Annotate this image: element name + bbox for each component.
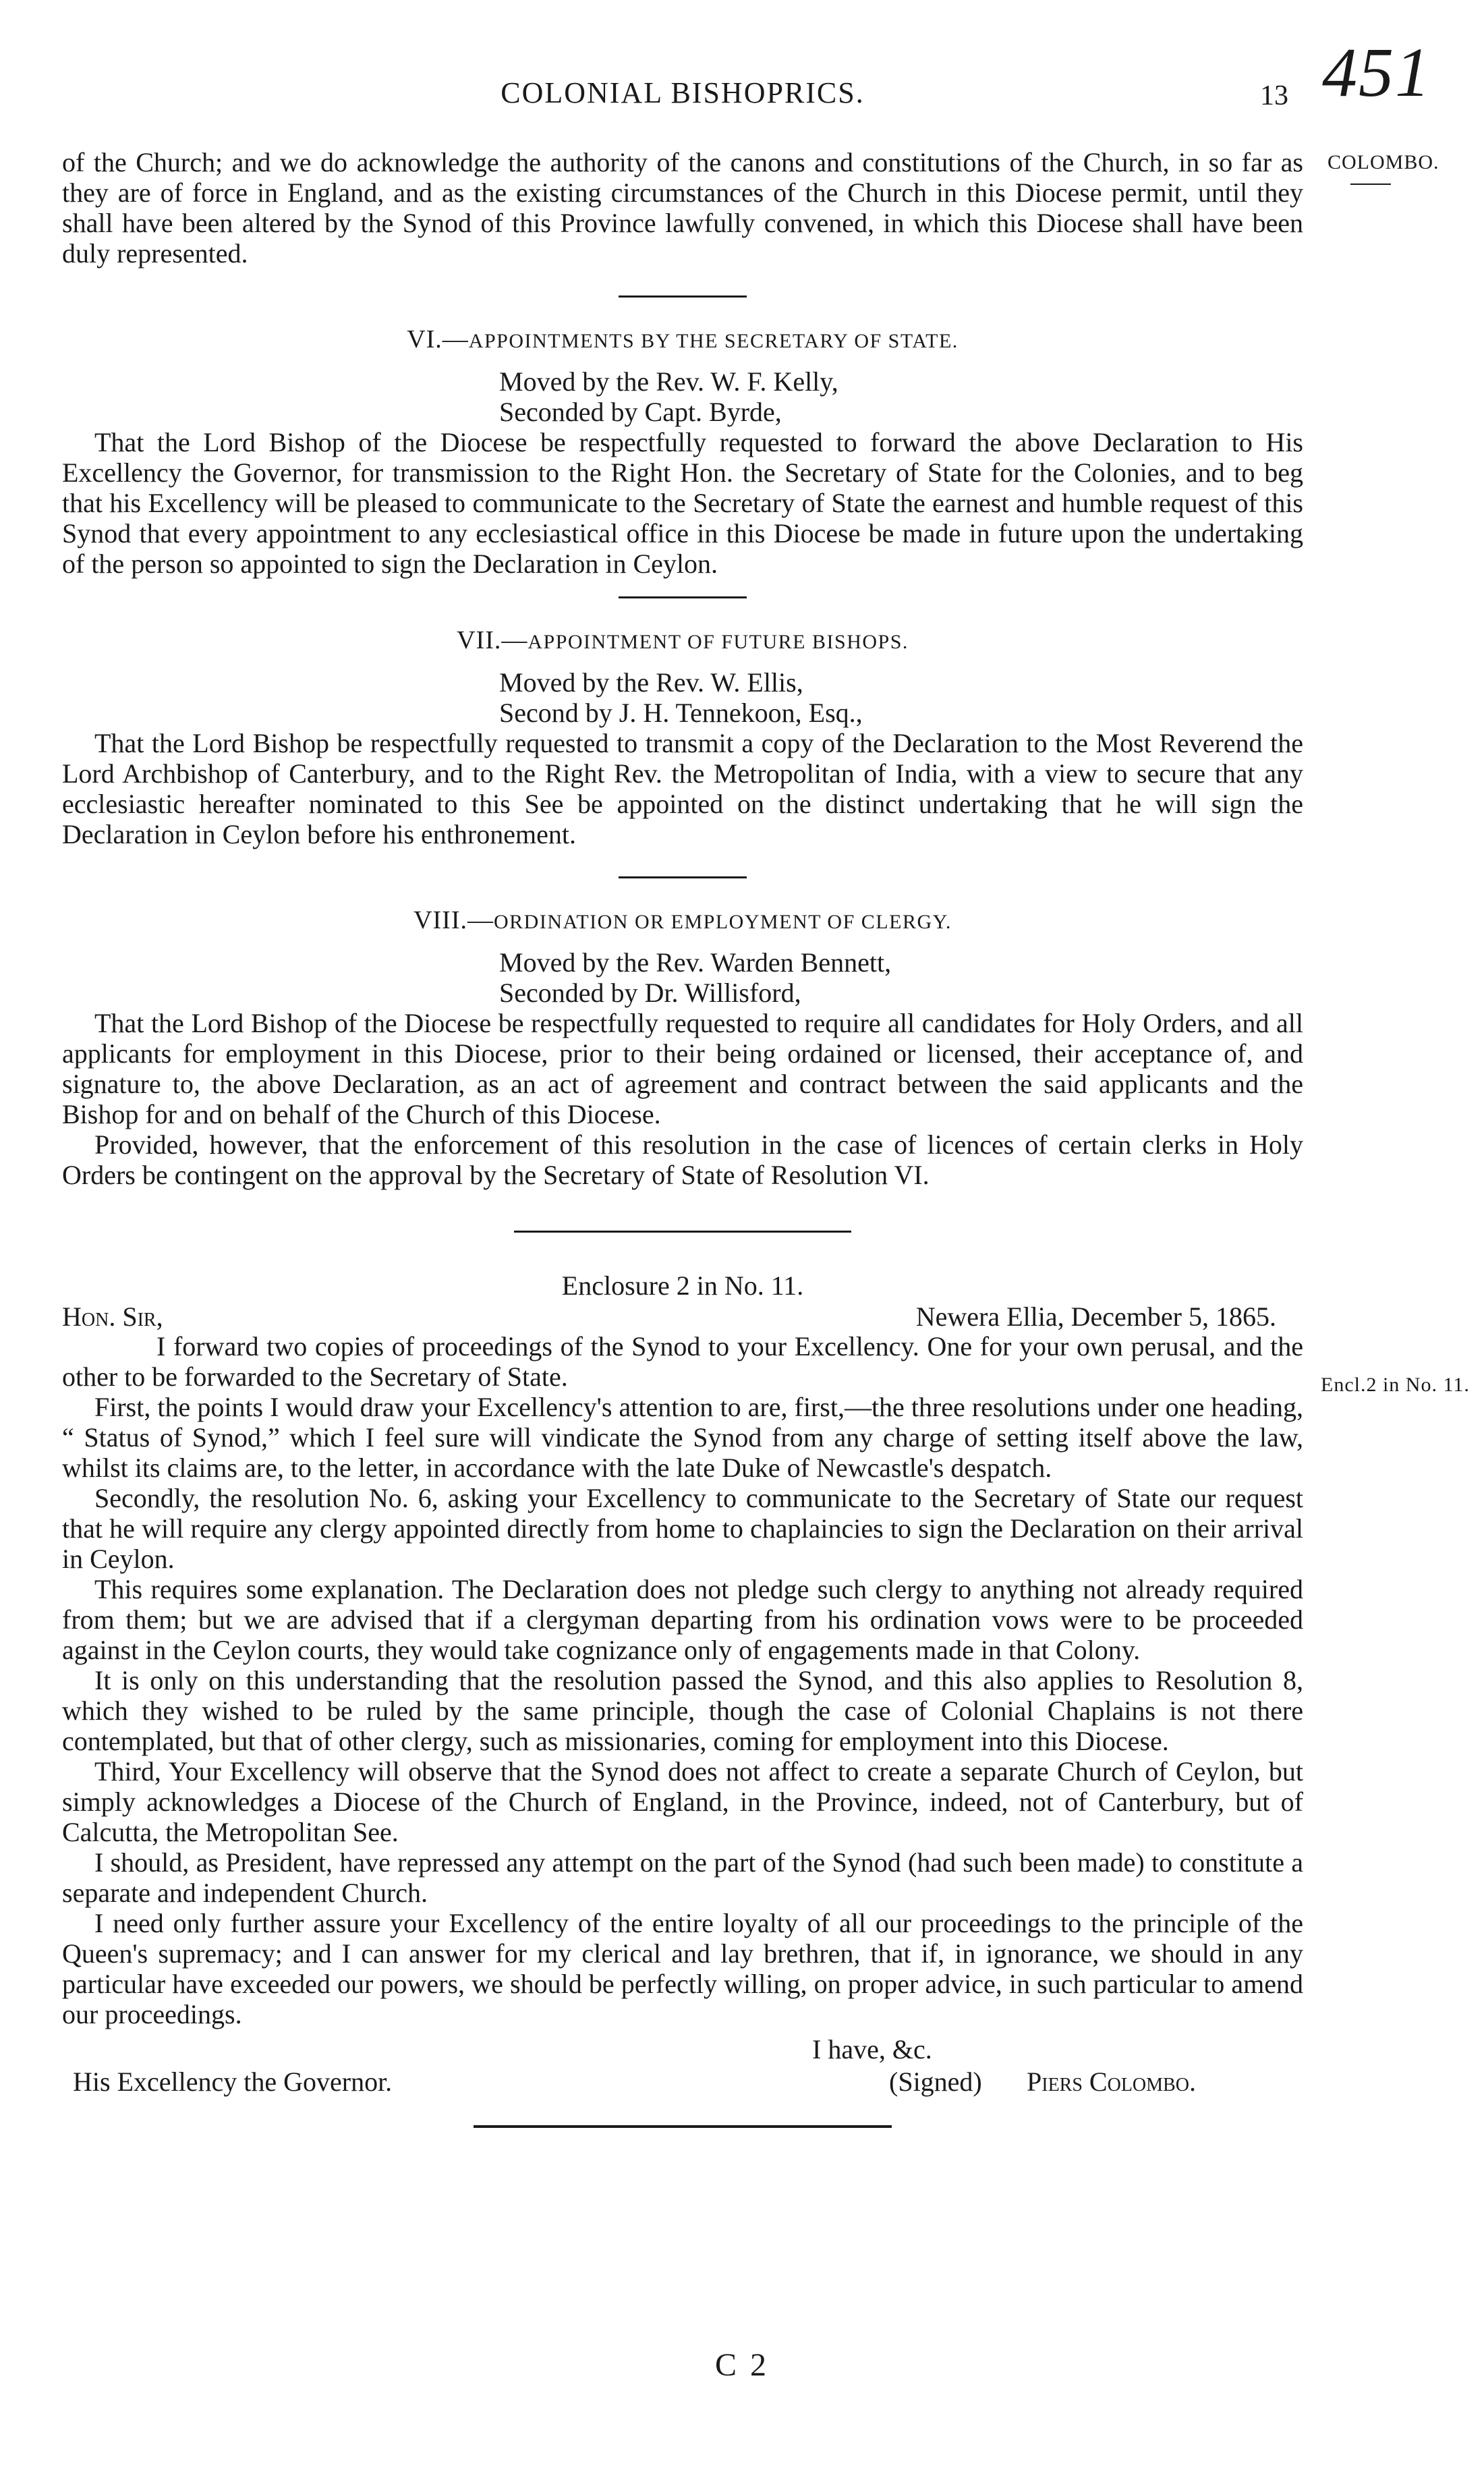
closing: I have, &c. bbox=[812, 2034, 932, 2064]
resolution-heading bbox=[62, 625, 1303, 655]
margin-note-colony-label: COLOMBO. bbox=[1328, 151, 1439, 173]
margin-note-colony bbox=[1328, 151, 1439, 185]
signature-row bbox=[62, 2066, 1303, 2098]
enclosure-letter bbox=[62, 1270, 1303, 2098]
letter-paragraph: First, the points I would draw your Excellency's attention to are, first,—the three resolutions under one heading, “ Status of Synod,” which I feel sure will vindicate the Synod from any charge of setting itself above the law, whilst its claims are, to the letter, in accordance with the late Duke of Newcastle's despatch. bbox=[62, 1392, 1303, 1483]
resolution-vi bbox=[62, 325, 1303, 579]
main-column bbox=[62, 147, 1303, 2128]
page-number: 13 bbox=[1260, 80, 1288, 111]
salutation: Hon. Sir, bbox=[62, 1301, 163, 1332]
handwritten-folio-number: 451 bbox=[1322, 34, 1431, 111]
moved-by: Moved by the Rev. W. Ellis, bbox=[499, 667, 803, 698]
intro-paragraph: of the Church; and we do acknowledge the authority of the canons and constitutions of the Church, in so far as they are of force in England, and as the existing circumstances of the Church in this Diocese permit, until they shall have been altered by the Synod of this Province lawfully convened, in which this Diocese shall have been duly represented. bbox=[62, 147, 1303, 269]
resolution-heading bbox=[62, 325, 1303, 354]
section-divider bbox=[619, 596, 747, 598]
resolution-text: That the Lord Bishop be respectfully requested to transmit a copy of the Declaration to the Most Reverend the Lord Archbishop of Canterbury, and to the Right Rev. the Metropolitan of India, with a view to secure that any ecclesiastic hereafter nominated to this See be appointed on the distinct undertaking that he will sign the Declaration in Ceylon before his enthronement. bbox=[62, 728, 1303, 849]
seconded-by: Second by J. H. Tennekoon, Esq., bbox=[499, 698, 863, 728]
seconded-by: Seconded by Capt. Byrde, bbox=[499, 397, 782, 427]
letter-paragraph: I forward two copies of proceedings of the Synod to your Excellency. One for your own perusal, and the other to be forwarded to the Secretary of State. bbox=[62, 1331, 1303, 1392]
moved-by: Moved by the Rev. Warden Bennett, bbox=[499, 947, 892, 978]
letter-paragraph: I should, as President, have repressed any attempt on the part of the Synod (had such been made) to constitute a separate and independent Church. bbox=[62, 1847, 1303, 1908]
section-divider bbox=[619, 296, 747, 298]
moved-by: Moved by the Rev. W. F. Kelly, bbox=[499, 366, 838, 397]
enclosure-divider bbox=[514, 1231, 851, 1233]
place-date: Newera Ellia, December 5, 1865. bbox=[915, 1301, 1276, 1332]
letter-paragraph: It is only on this understanding that the resolution passed the Synod, and this also applies to Resolution 8, which they wished to be ruled by the same principle, though the case of Colonial Chaplains is not there contemplated, but that of other clergy, such as missionaries, coming for employment into this Diocese. bbox=[62, 1665, 1303, 1756]
closing-divider bbox=[474, 2125, 892, 2128]
resolution-title: ORDINATION OR EMPLOYMENT OF CLERGY. bbox=[493, 911, 952, 933]
margin-note-dash bbox=[1350, 184, 1391, 185]
addressee: His Excellency the Governor. bbox=[73, 2067, 393, 2097]
resolution-number: VIII.— bbox=[413, 906, 494, 934]
salutation-row bbox=[62, 1301, 1303, 1331]
margin-note-enclosure: Encl.2 in No. 11. bbox=[1321, 1374, 1470, 1396]
enclosure-title: Enclosure 2 in No. 11. bbox=[561, 1270, 804, 1301]
resolution-text: That the Lord Bishop of the Diocese be respectfully requested to require all candidates for Holy Orders, and all applicants for employment in this Diocese, prior to their being ordained or licensed, their acceptance of, and signature to, the above Declaration, as an act of agreement and contract between the said applicants and the Bishop for and on behalf of the Church of this Diocese. bbox=[62, 1008, 1303, 1129]
signed-note: (Signed) bbox=[889, 2067, 982, 2097]
resolution-number: VII.— bbox=[457, 626, 528, 654]
resolution-title: APPOINTMENTS BY THE SECRETARY OF STATE. bbox=[468, 330, 959, 352]
section-divider bbox=[619, 876, 747, 878]
resolution-viii bbox=[62, 905, 1303, 1190]
signature-mark: C 2 bbox=[714, 2347, 769, 2383]
letter-paragraph: Third, Your Excellency will observe that the Synod does not affect to create a separate Church of Ceylon, but simply acknowledges a Diocese of the Church of England, in the Province, indeed, not of Canterbury, but of Calcutta, the Metropolitan See. bbox=[62, 1756, 1303, 1847]
signature: Piers Colombo. bbox=[1027, 2067, 1196, 2097]
resolution-proviso: Provided, however, that the enforcement of this resolution in the case of licences of certain clerks in Holy Orders be contingent on the approval by the Secretary of State of Resolution VI. bbox=[62, 1129, 1303, 1190]
letter-paragraph: This requires some explanation. The Declaration does not pledge such clergy to anything not already required from them; but we are advised that if a clergyman departing from his ordination vows were to be proceeded against in the Ceylon courts, they would take cognizance only of engagements made in that Colony. bbox=[62, 1574, 1303, 1665]
resolution-title: APPOINTMENT OF FUTURE BISHOPS. bbox=[527, 631, 909, 653]
resolution-number: VI.— bbox=[407, 325, 469, 354]
running-header: COLONIAL BISHOPRICS. bbox=[501, 76, 865, 109]
seconded-by: Seconded by Dr. Willisford, bbox=[499, 978, 801, 1008]
resolution-vii bbox=[62, 625, 1303, 849]
resolution-text: That the Lord Bishop of the Diocese be respectfully requested to forward the above Declaration to His Excellency the Governor, for transmission to the Right Hon. the Secretary of State for the Colonies, and to beg that his Excellency will be pleased to communicate to the Secretary of State the earnest and humble request of this Synod that every appointment to any ecclesiastical office in this Diocese be made in future upon the undertaking of the person so appointed to sign the Declaration in Ceylon. bbox=[62, 427, 1303, 579]
letter-paragraph: I need only further assure your Excellency of the entire loyalty of all our proceedings to the principle of the Queen's supremacy; and I can answer for my clerical and lay brethren, that if, in ignorance, we should in any particular have exceeded our powers, we should be perfectly willing, on proper advice, in such particular to amend our proceedings. bbox=[62, 1908, 1303, 2029]
resolution-heading bbox=[62, 905, 1303, 935]
letter-paragraph: Secondly, the resolution No. 6, asking your Excellency to communicate to the Secretary of State our request that he will require any clergy appointed directly from home to chaplaincies to sign the Declaration on their arrival in Ceylon. bbox=[62, 1483, 1303, 1574]
